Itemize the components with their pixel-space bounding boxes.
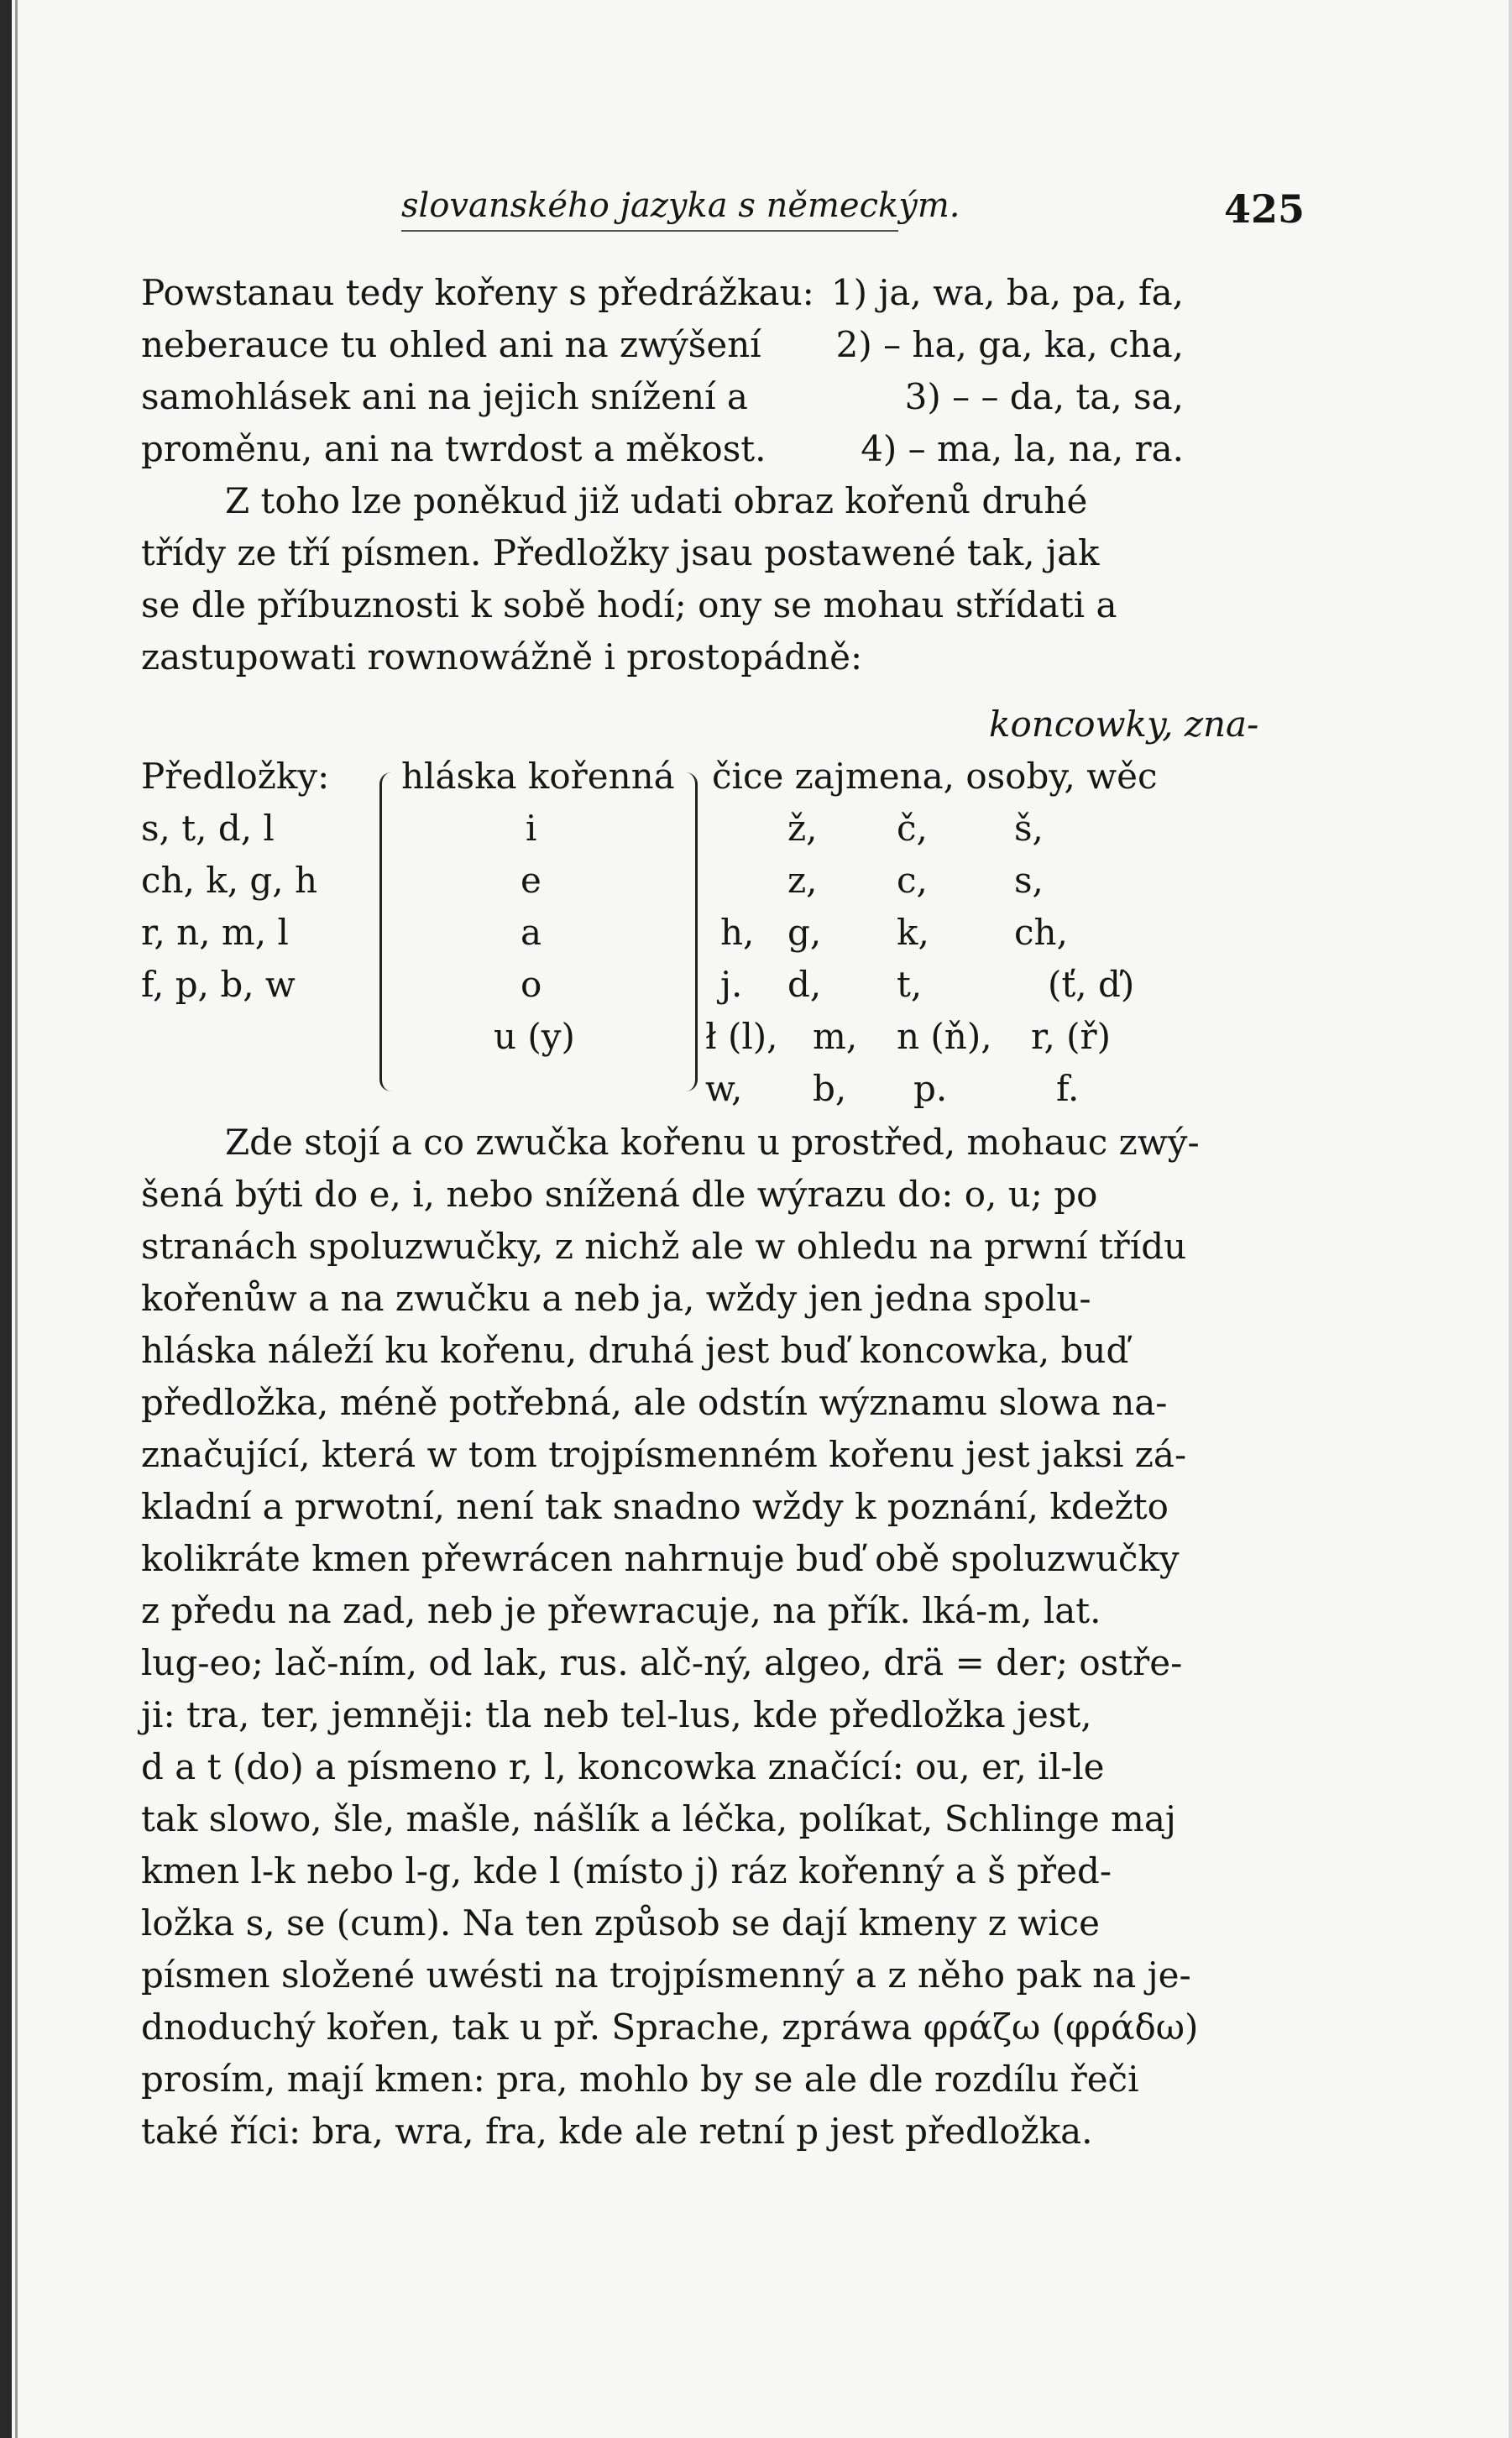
page-right-edge bbox=[1509, 0, 1512, 2438]
page-left-edge bbox=[0, 0, 12, 2438]
prefix-root-table bbox=[141, 704, 1259, 1109]
root-vowel: u (y) bbox=[494, 1016, 575, 1057]
ending-cell: h, bbox=[720, 912, 755, 953]
prefix-row: ch, k, g, h bbox=[141, 860, 318, 901]
text-line: tak slowo, šle, mašle, nášlík a léčka, políkat, Schlinge maj bbox=[141, 1798, 1176, 1839]
text-line: Z toho lze poněkud již udati obraz kořenů druhé bbox=[225, 480, 1088, 521]
col-heading-hlaska: hláska kořenná bbox=[401, 756, 675, 797]
text-line: ji: tra, ter, jemněji: tla neb tel-lus, kde předložka jest, bbox=[141, 1694, 1092, 1735]
text-line: značující, která w tom trojpísmenném kořenu jest jaksi zá- bbox=[141, 1434, 1187, 1475]
ending-cell: (ť, ď) bbox=[1048, 964, 1135, 1005]
root-vowel: a bbox=[521, 912, 542, 953]
ending-cell: ž, bbox=[787, 808, 818, 849]
ending-cell: š, bbox=[1014, 808, 1044, 849]
ending-cell: t, bbox=[897, 964, 923, 1005]
ending-cell: č, bbox=[897, 808, 928, 849]
prefix-row: f, p, b, w bbox=[141, 964, 296, 1005]
text-line: Zde stojí a co zwučka kořenu u prostřed, mohauc zwý- bbox=[225, 1122, 1200, 1163]
page-gutter-line bbox=[15, 0, 18, 2438]
ending-cell: m, bbox=[813, 1016, 858, 1057]
text-line: stranách spoluzwučky, z nichž ale w ohledu na prwní třídu bbox=[141, 1226, 1187, 1267]
text-line: se dle příbuznosti k sobě hodí; ony se mohau střídati a bbox=[141, 584, 1117, 625]
text-line: d a t (do) a písmeno r, l, koncowka značící: ou, er, il-le bbox=[141, 1746, 1105, 1787]
ending-cell: s, bbox=[1014, 860, 1044, 901]
text-line: písmen složené uwésti na trojpísmenný a z něho pak na je- bbox=[141, 1954, 1191, 1996]
text-line: dnoduchý kořen, tak u př. Sprache, zpráwa φράζω (φράδω) bbox=[141, 2006, 1199, 2048]
ending-cell: c, bbox=[897, 860, 928, 901]
ending-cell: ł (l), bbox=[705, 1016, 778, 1057]
text-line: kmen l-k nebo l-g, kde l (místo j) ráz kořenný a š před- bbox=[141, 1850, 1112, 1891]
ending-cell: j. bbox=[720, 964, 743, 1005]
text-line: samohlásek ani na jejich snížení a 3) – – da, ta, sa, bbox=[141, 376, 1184, 417]
right-brace bbox=[677, 772, 698, 1091]
ending-cell: k, bbox=[897, 912, 929, 953]
text-line: lug-eo; lač-ním, od lak, rus. alč-ný, algeo, drä = der; ostře- bbox=[141, 1642, 1183, 1683]
ending-cell: ch, bbox=[1014, 912, 1068, 953]
prefix-row: s, t, d, l bbox=[141, 808, 275, 849]
paragraph-intro bbox=[141, 267, 1184, 683]
ending-cell: r, (ř) bbox=[1031, 1016, 1112, 1057]
prefix-row: r, n, m, l bbox=[141, 912, 289, 953]
text-line: hláska náleží ku kořenu, druhá jest buď koncowka, buď bbox=[141, 1330, 1129, 1371]
text-line: proměnu, ani na twrdost a měkost. 4) – ma, la, na, ra. bbox=[141, 428, 1184, 469]
ending-cell: w, bbox=[705, 1068, 743, 1109]
root-vowel: e bbox=[521, 860, 541, 901]
ending-cell: z, bbox=[787, 860, 818, 901]
col-heading-predlozky: Předložky: bbox=[141, 756, 330, 797]
text-line: předložka, méně potřebná, ale odstín wýznamu slowa na- bbox=[141, 1382, 1168, 1423]
header-rule bbox=[401, 230, 898, 232]
ending-cell: n (ň), bbox=[897, 1016, 992, 1057]
ending-cell: b, bbox=[813, 1068, 847, 1109]
ending-cell: f. bbox=[1056, 1068, 1080, 1109]
text-line: Powstanau tedy kořeny s předrážkau: 1) ja, wa, ba, pa, fa, bbox=[141, 272, 1184, 313]
paragraph-main bbox=[141, 1117, 1200, 2158]
text-line: neberauce tu ohled ani na zwýšení 2) – ha, ga, ka, cha, bbox=[141, 324, 1184, 365]
page-number: 425 bbox=[1224, 186, 1305, 232]
text-line: třídy ze tří písmen. Předložky jsau postawené tak, jak bbox=[141, 532, 1100, 573]
text-line: prosím, mají kmen: pra, mohlo by se ale dle rozdílu řeči bbox=[141, 2059, 1139, 2100]
text-line: ložka s, se (cum). Na ten způsob se dají kmeny z wice bbox=[141, 1902, 1100, 1944]
text-line: šená býti do e, i, nebo snížená dle wýrazu do: o, u; po bbox=[141, 1174, 1098, 1215]
ending-cell: p. bbox=[913, 1068, 948, 1109]
text-line: také říci: bra, wra, fra, kde ale retní p jest předložka. bbox=[141, 2111, 1093, 2152]
col-heading-koncowky: čice zajmena, osoby, wěc bbox=[712, 756, 1158, 797]
koncowky-heading: koncowky, zna- bbox=[989, 704, 1259, 745]
text-line: kořenůw a na zwučku a neb ja, wždy jen jedna spolu- bbox=[141, 1278, 1091, 1319]
text-line: kladní a prwotní, není tak snadno wždy k poznání, kdežto bbox=[141, 1486, 1169, 1527]
root-vowel: o bbox=[521, 964, 542, 1005]
running-title: slovanského jazyka s německým. bbox=[401, 186, 960, 225]
ending-cell: g, bbox=[787, 912, 822, 953]
text-line: kolikráte kmen přewrácen nahrnuje buď obě spoluzwučky bbox=[141, 1538, 1180, 1579]
text-line: zastupowati rownowážně i prostopádně: bbox=[141, 636, 863, 678]
text-line: z předu na zad, neb je přewracuje, na přík. lká-m, lat. bbox=[141, 1590, 1101, 1631]
ending-cell: d, bbox=[787, 964, 822, 1005]
left-brace bbox=[379, 772, 400, 1091]
root-vowel: i bbox=[526, 808, 537, 849]
